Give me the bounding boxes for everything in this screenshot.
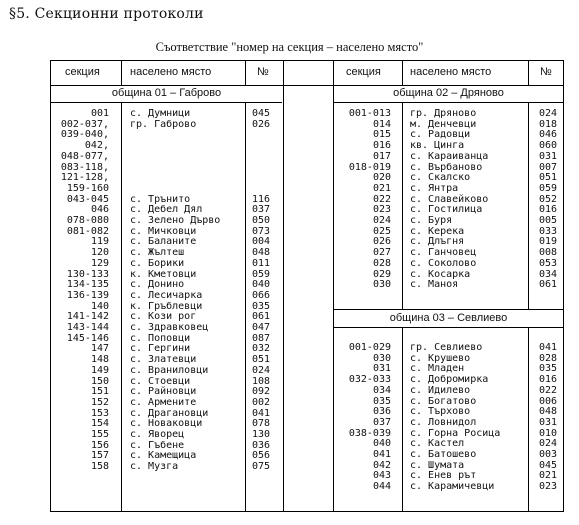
section-number: 153 xyxy=(90,407,109,419)
place-name: с. Мичковци xyxy=(130,225,197,237)
place-name: к. Гръблевци xyxy=(130,300,203,312)
column-divider xyxy=(402,61,403,85)
place-name: с. Кастел xyxy=(410,438,465,450)
table-row xyxy=(51,259,333,270)
section-number: 145-146 xyxy=(66,332,109,344)
section-number: 024 xyxy=(372,215,391,226)
place-code: 010 xyxy=(539,427,558,439)
section-number: 155 xyxy=(90,429,109,440)
section-number: 002-037, xyxy=(60,118,109,130)
place-name: с. Горна Росица xyxy=(410,427,501,439)
place-code: 061 xyxy=(252,311,271,323)
place-name: с. Янтра xyxy=(410,182,459,194)
section-number: 042, xyxy=(84,140,109,152)
place-code: 053 xyxy=(539,257,558,269)
table-row xyxy=(334,482,563,493)
place-code: 033 xyxy=(539,225,558,237)
place-code: 060 xyxy=(539,140,558,152)
place-name: с. Борики xyxy=(130,257,185,269)
place-code: 116 xyxy=(252,193,271,205)
section-number: 031 xyxy=(372,363,391,375)
place-code: 003 xyxy=(539,449,558,460)
place-code: 034 xyxy=(539,268,558,280)
place-name: с. Жълтеш xyxy=(130,247,185,259)
table-row xyxy=(334,259,563,270)
section-number: 042 xyxy=(372,459,391,471)
place-name: с. Дебел Дял xyxy=(130,204,203,216)
section-number: 026 xyxy=(372,236,391,248)
column-header-number: № xyxy=(257,66,269,78)
section-number: 150 xyxy=(90,375,109,387)
section-number: 028 xyxy=(372,257,391,269)
municipality-header: община 02 – Дряново xyxy=(334,85,563,103)
place-name: с. Скалско xyxy=(410,172,471,184)
place-name: с. Враниловци xyxy=(130,364,209,376)
left-table-header xyxy=(51,61,333,86)
place-name: с. Крушево xyxy=(410,352,471,364)
section-number: 136-139 xyxy=(66,289,109,301)
place-code: 052 xyxy=(539,193,558,205)
place-code: 007 xyxy=(539,161,558,173)
place-code: 024 xyxy=(252,364,271,376)
place-name: с. Богатово xyxy=(410,395,477,407)
place-name: с. Здравковец xyxy=(130,322,209,333)
place-name: гр. Дряново xyxy=(410,108,477,119)
place-code: 059 xyxy=(539,182,558,194)
section-number: 046 xyxy=(90,204,109,216)
section-number: 041 xyxy=(372,449,391,460)
section-number: 037 xyxy=(372,416,391,428)
place-name: с. Шумата xyxy=(410,459,465,471)
section-number: 043 xyxy=(372,470,391,482)
place-code: 021 xyxy=(539,470,558,482)
place-name: с. Драгановци xyxy=(130,407,209,419)
place-code: 048 xyxy=(252,247,271,259)
place-name: с. Добромирка xyxy=(410,374,489,386)
place-name: с. Караиванца xyxy=(410,150,489,162)
section-number: 148 xyxy=(90,354,109,366)
column-divider xyxy=(121,61,122,85)
place-name: с. Търхово xyxy=(410,406,471,418)
section-number: 034 xyxy=(372,384,391,396)
section-number: 152 xyxy=(90,396,109,408)
section-number: 016 xyxy=(372,140,391,152)
table-row xyxy=(334,280,563,291)
section-number: 048-077, xyxy=(60,150,109,162)
place-name: с. Златевци xyxy=(130,354,197,366)
place-code: 036 xyxy=(252,439,271,451)
section-number: 141-142 xyxy=(66,311,109,323)
place-code: 031 xyxy=(539,150,558,162)
place-name: с. Върбаново xyxy=(410,161,483,173)
column-header-section: секция xyxy=(65,66,100,78)
section-number: 021 xyxy=(372,182,391,194)
place-name: с. Кози рог xyxy=(130,311,197,323)
place-code: 016 xyxy=(539,204,558,216)
place-code: 002 xyxy=(252,396,271,408)
section-number: 156 xyxy=(90,439,109,451)
section-number: 159-160 xyxy=(66,182,109,194)
section-number: 078-080 xyxy=(66,215,109,226)
place-name: с. Стоевци xyxy=(130,375,191,387)
place-code: 031 xyxy=(539,416,558,428)
section-number: 038-039 xyxy=(348,427,391,439)
table-row xyxy=(334,184,563,195)
place-name: с. Идилево xyxy=(410,384,471,396)
place-code: 026 xyxy=(252,118,271,130)
place-name: с. Зелено Дърво xyxy=(130,215,221,226)
section-number: 027 xyxy=(372,247,391,259)
place-code: 041 xyxy=(539,342,558,353)
place-code: 092 xyxy=(252,386,271,398)
column-header-place: населено място xyxy=(410,66,492,78)
table-row xyxy=(51,184,333,195)
table-caption: Съответствие "номер на секция – населено място" xyxy=(155,40,424,54)
place-name: с. Славейково xyxy=(410,193,489,205)
column-header-section: секция xyxy=(346,66,381,78)
section-number: 083-118, xyxy=(60,161,109,173)
place-name: с. Буря xyxy=(410,215,453,226)
place-code: 051 xyxy=(539,172,558,184)
place-code: 005 xyxy=(539,215,558,226)
place-name: с. Енев рът xyxy=(410,470,477,482)
table-row xyxy=(334,152,563,163)
section-number: 001-013 xyxy=(348,108,391,119)
place-code: 006 xyxy=(539,395,558,407)
place-name: гр. Габрово xyxy=(130,118,197,130)
section-number: 014 xyxy=(372,118,391,130)
place-code: 059 xyxy=(252,268,271,280)
column-header-number: № xyxy=(540,66,552,78)
place-code: 019 xyxy=(539,236,558,248)
section-number: 029 xyxy=(372,268,391,280)
section-number: 129 xyxy=(90,257,109,269)
section-number: 043-045 xyxy=(66,193,109,205)
section-number: 143-144 xyxy=(66,322,109,333)
place-code: 050 xyxy=(252,215,271,226)
place-code: 056 xyxy=(252,450,271,462)
place-name: с. Керека xyxy=(410,225,465,237)
section-number: 032-033 xyxy=(348,374,391,386)
place-name: с. Новаковци xyxy=(130,418,203,430)
place-code: 073 xyxy=(252,225,271,237)
section-number: 022 xyxy=(372,193,391,205)
table-row xyxy=(51,152,333,163)
place-code: 087 xyxy=(252,332,271,344)
place-code: 045 xyxy=(252,108,271,119)
section-number: 044 xyxy=(372,481,391,493)
place-name: с. Маноя xyxy=(410,279,459,291)
right-table xyxy=(334,60,564,512)
section-number: 157 xyxy=(90,450,109,462)
section-number: 030 xyxy=(372,352,391,364)
place-code: 035 xyxy=(252,300,271,312)
place-name: с. Гъбене xyxy=(130,439,185,451)
place-code: 046 xyxy=(539,129,558,141)
section-number: 023 xyxy=(372,204,391,216)
table-row xyxy=(334,418,563,429)
place-code: 008 xyxy=(539,247,558,259)
section-number: 140 xyxy=(90,300,109,312)
section-number: 015 xyxy=(372,129,391,141)
municipality-header: община 03 – Севлиево xyxy=(334,309,563,328)
place-name: с. Лесичарка xyxy=(130,289,203,301)
place-name: с. Карамичевци xyxy=(410,481,495,493)
place-name: с. Радовци xyxy=(410,129,471,141)
section-number: 040 xyxy=(372,438,391,450)
place-name: к. Кметовци xyxy=(130,268,197,280)
place-name: с. Трънито xyxy=(130,193,191,205)
place-name: гр. Севлиево xyxy=(410,342,483,353)
place-code: 016 xyxy=(539,374,558,386)
place-code: 108 xyxy=(252,375,271,387)
section-number: 001-029 xyxy=(348,342,391,353)
column-divider xyxy=(528,61,529,85)
place-code: 004 xyxy=(252,236,271,248)
place-code: 130 xyxy=(252,429,271,440)
place-name: с. Музга xyxy=(130,461,179,473)
place-code: 041 xyxy=(252,407,271,419)
section-number: 130-133 xyxy=(66,268,109,280)
place-code: 023 xyxy=(539,481,558,493)
place-code: 011 xyxy=(252,257,271,269)
section-number: 158 xyxy=(90,461,109,473)
column-divider xyxy=(245,61,246,85)
section-number: 121-128, xyxy=(60,172,109,184)
place-name: с. Баланите xyxy=(130,236,197,248)
place-code: 037 xyxy=(252,204,271,216)
place-name: м. Денчевци xyxy=(410,118,477,130)
place-name: с. Батошево xyxy=(410,449,477,460)
place-code: 048 xyxy=(539,406,558,418)
column-header-place: населено място xyxy=(130,66,212,78)
place-code: 024 xyxy=(539,108,558,119)
section-number: 018-019 xyxy=(348,161,391,173)
place-name: с. Косарка xyxy=(410,268,471,280)
place-name: с. Яворец xyxy=(130,429,185,440)
place-code: 024 xyxy=(539,438,558,450)
place-code: 018 xyxy=(539,118,558,130)
place-name: кв. Цинга xyxy=(410,140,465,152)
section-number: 154 xyxy=(90,418,109,430)
place-name: с. Райновци xyxy=(130,386,197,398)
place-code: 022 xyxy=(539,384,558,396)
section-heading: §5. Секционни протоколи xyxy=(9,6,204,22)
section-number: 151 xyxy=(90,386,109,398)
place-name: с. Армените xyxy=(130,396,197,408)
place-name: с. Ганчовец xyxy=(410,247,477,259)
place-code: 032 xyxy=(252,343,271,355)
place-name: с. Ловнидол xyxy=(410,416,477,428)
place-code: 028 xyxy=(539,352,558,364)
place-code: 075 xyxy=(252,461,271,473)
place-code: 051 xyxy=(252,354,271,366)
place-name: с. Гостилица xyxy=(410,204,483,216)
section-number: 120 xyxy=(90,247,109,259)
section-number: 039-040, xyxy=(60,129,109,141)
table-row xyxy=(51,291,333,302)
section-number: 001 xyxy=(90,108,109,119)
place-name: с. Поповци xyxy=(130,332,191,344)
section-number: 036 xyxy=(372,406,391,418)
section-number: 119 xyxy=(90,236,109,248)
left-table xyxy=(50,60,334,512)
place-code: 066 xyxy=(252,289,271,301)
table-row xyxy=(51,398,333,409)
table-row xyxy=(51,366,333,377)
municipality-header: община 01 – Габрово xyxy=(51,85,282,103)
place-name: с. Длъгня xyxy=(410,236,465,248)
place-code: 047 xyxy=(252,322,271,333)
place-code: 045 xyxy=(539,459,558,471)
place-name: с. Младен xyxy=(410,363,465,375)
section-number: 081-082 xyxy=(66,225,109,237)
section-number: 025 xyxy=(372,225,391,237)
place-name: с. Думници xyxy=(130,108,191,119)
section-number: 149 xyxy=(90,364,109,376)
place-name: с. Соколово xyxy=(410,257,477,269)
place-code: 078 xyxy=(252,418,271,430)
section-number: 134-135 xyxy=(66,279,109,291)
place-code: 061 xyxy=(539,279,558,291)
table-row xyxy=(51,462,333,473)
place-code: 035 xyxy=(539,363,558,375)
place-name: с. Камещица xyxy=(130,450,197,462)
table-row xyxy=(334,386,563,397)
section-number: 017 xyxy=(372,150,391,162)
place-code: 040 xyxy=(252,279,271,291)
section-number: 020 xyxy=(372,172,391,184)
place-name: с. Донино xyxy=(130,279,185,291)
section-number: 147 xyxy=(90,343,109,355)
section-number: 035 xyxy=(372,395,391,407)
section-number: 030 xyxy=(372,279,391,291)
place-name: с. Гергини xyxy=(130,343,191,355)
